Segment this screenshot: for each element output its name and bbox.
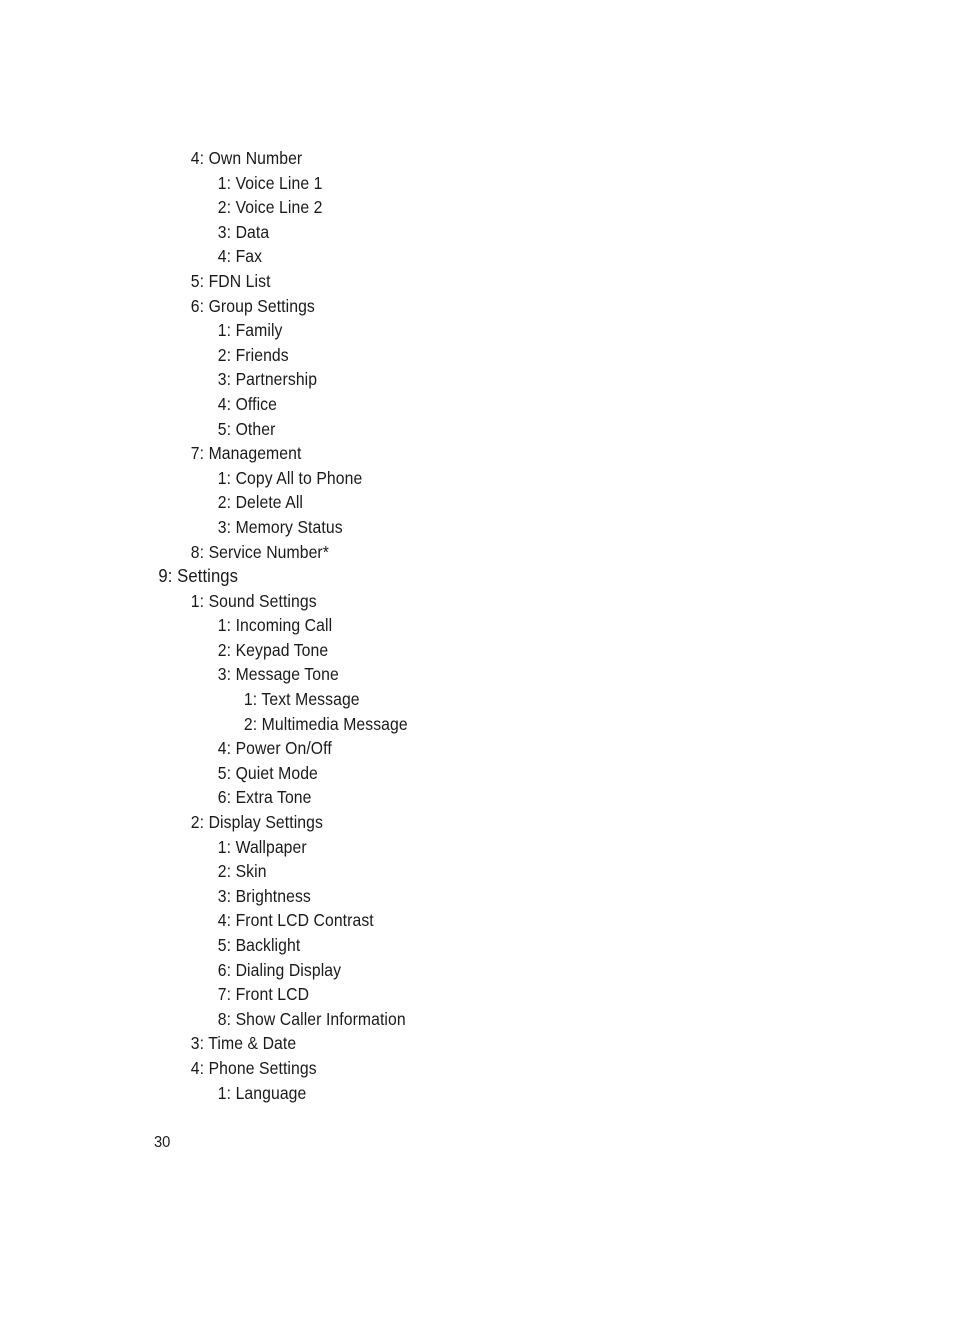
menu-item: 7: Front LCD — [217, 984, 310, 1005]
menu-item: 1: Wallpaper — [217, 836, 307, 857]
menu-item: 6: Dialing Display — [217, 959, 342, 980]
menu-item: 1: Language — [217, 1082, 307, 1103]
menu-item: 3: Message Tone — [217, 664, 339, 685]
menu-item: 8: Show Caller Information — [217, 1008, 406, 1029]
menu-item: 4: Phone Settings — [190, 1057, 317, 1078]
menu-item: 3: Brightness — [217, 885, 311, 906]
menu-item: 7: Management — [190, 443, 302, 464]
menu-item: 1: Text Message — [243, 689, 360, 710]
menu-item: 1: Copy All to Phone — [217, 467, 363, 488]
menu-item: 5: Other — [217, 418, 276, 439]
menu-item: 1: Voice Line 1 — [217, 172, 323, 193]
menu-tree-list — [0, 146, 453, 1105]
menu-item: 3: Time & Date — [190, 1033, 297, 1054]
menu-item: 2: Friends — [217, 344, 289, 365]
menu-item: 2: Multimedia Message — [243, 713, 408, 734]
menu-item: 4: Fax — [217, 246, 263, 267]
menu-item: 4: Front LCD Contrast — [217, 910, 374, 931]
menu-item: 2: Voice Line 2 — [217, 197, 323, 218]
page-number: 30 — [154, 1134, 171, 1151]
menu-item: 2: Display Settings — [190, 812, 323, 833]
menu-item: 2: Skin — [217, 861, 267, 882]
menu-item: 4: Power On/Off — [217, 738, 332, 759]
menu-item: 3: Data — [217, 221, 270, 242]
menu-item: 1: Sound Settings — [190, 590, 317, 611]
menu-item: 8: Service Number* — [190, 541, 329, 562]
menu-item: 5: Backlight — [217, 935, 301, 955]
menu-item: 6: Extra Tone — [217, 787, 312, 808]
menu-item: 5: FDN List — [190, 270, 271, 291]
menu-item: 6: Group Settings — [190, 295, 315, 316]
menu-item: 2: Keypad Tone — [217, 639, 329, 660]
menu-item: 5: Quiet Mode — [217, 762, 318, 783]
menu-item: 2: Delete All — [217, 492, 304, 513]
menu-item: 1: Family — [217, 320, 283, 341]
menu-item: 1: Incoming Call — [217, 615, 333, 636]
menu-item: 4: Office — [217, 393, 277, 414]
menu-item: 3: Partnership — [217, 369, 318, 390]
menu-item: 4: Own Number — [190, 148, 303, 168]
menu-item: 9: Settings — [158, 565, 239, 587]
menu-item: 3: Memory Status — [217, 516, 343, 537]
